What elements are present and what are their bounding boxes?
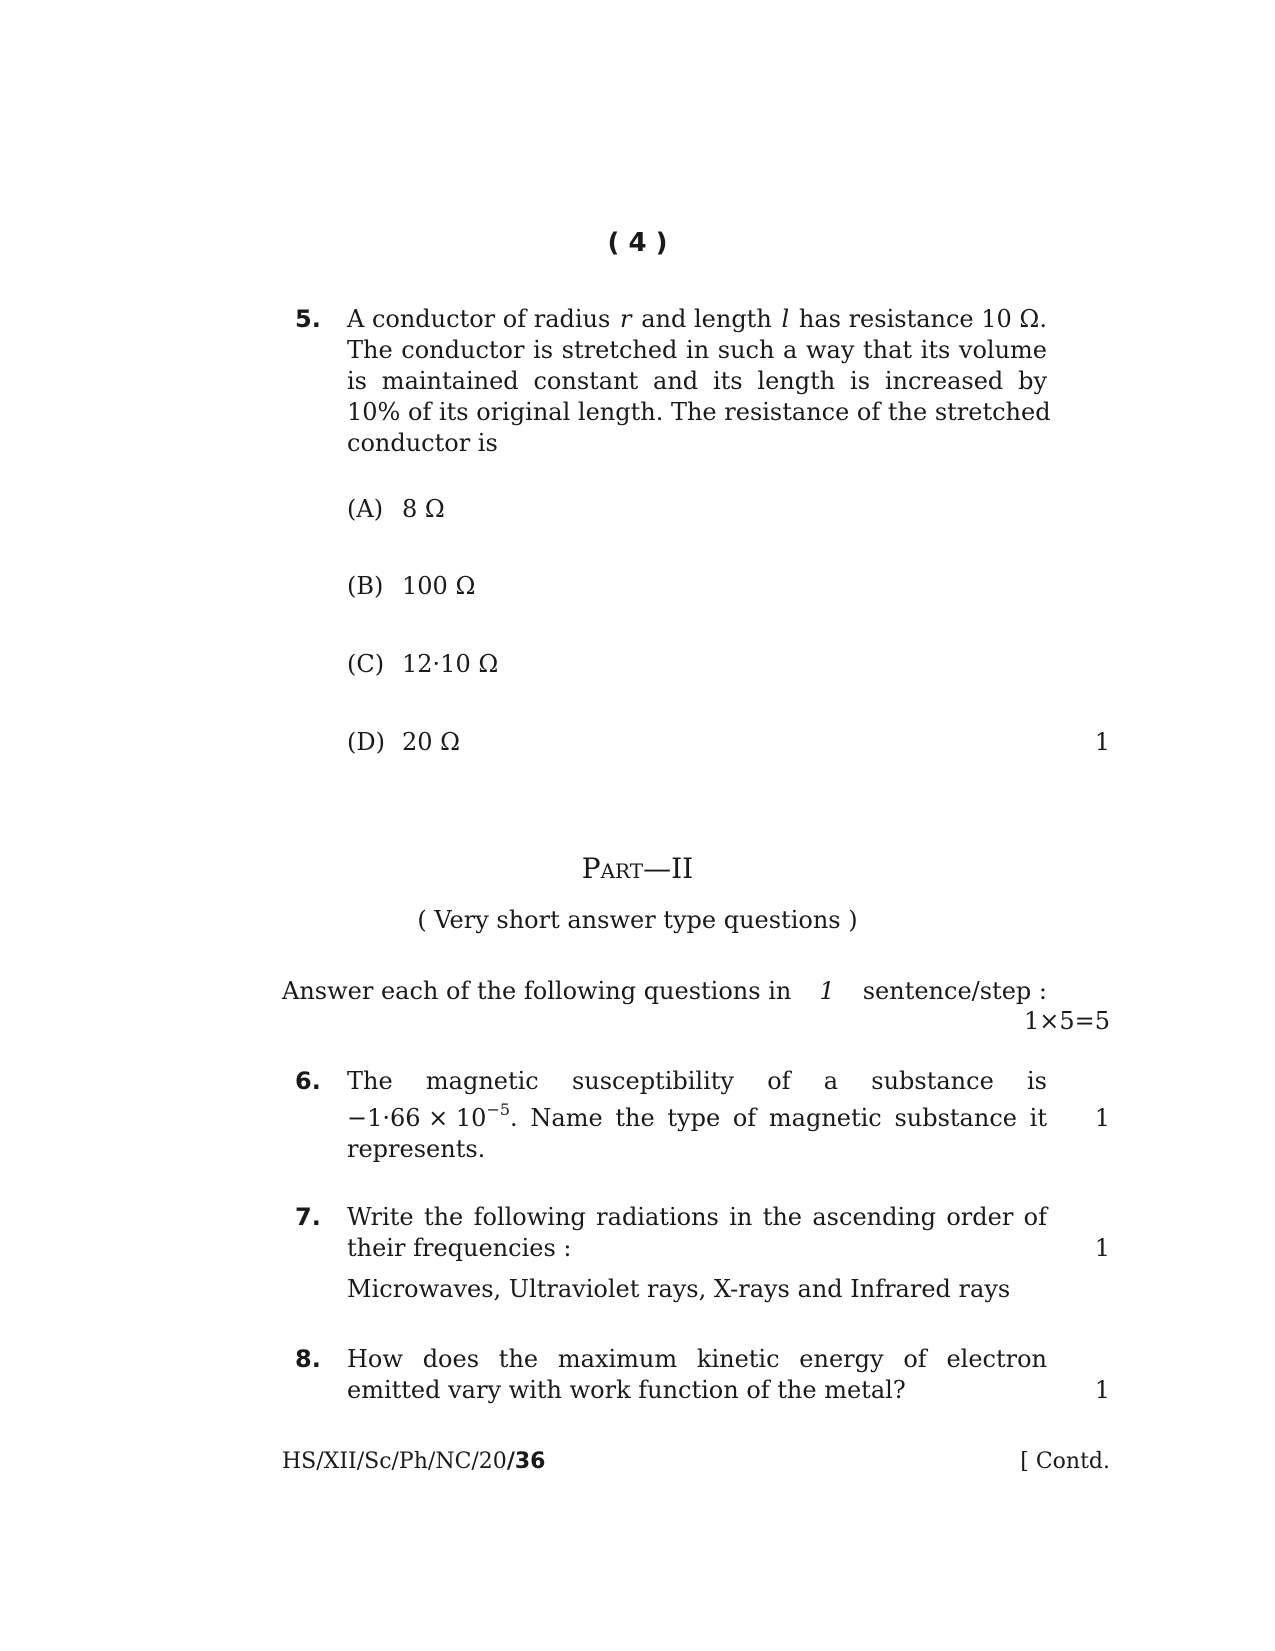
instruction-text-a: Answer each of the following questions in: [282, 977, 792, 1005]
q6-line-2-rest: . Name the type of magnetic substance it: [510, 1104, 1047, 1132]
instruction-count: 1: [819, 977, 835, 1005]
question-6-line-2: [347, 1100, 1047, 1134]
q6-value-base: −1·66 × 10: [347, 1104, 487, 1132]
page-number: ( 4 ): [607, 228, 668, 258]
q5-option-a-label: (A): [347, 495, 384, 523]
question-5-text: [347, 304, 1051, 459]
q5-option-d-label: (D): [347, 728, 385, 756]
q6-susceptibility-value: [347, 1100, 511, 1134]
footer-code-text: HS/XII/Sc/Ph/NC/20: [282, 1449, 507, 1474]
q5-option-d-value: 20 Ω: [402, 728, 461, 756]
question-8-line-2: emitted vary with work function of the metal?: [347, 1376, 906, 1404]
q5-text-part-c: has resistance 10 Ω.: [798, 305, 1047, 333]
q5-option-c-label: (C): [347, 650, 385, 678]
instruction-text-b: sentence/step :: [862, 977, 1047, 1005]
question-7-line-3: Microwaves, Ultraviolet rays, X-rays and Infrared rays: [347, 1275, 1011, 1303]
question-7-text: [347, 1202, 1047, 1305]
question-5-line-2: The conductor is stretched in such a way that its volume: [347, 336, 1047, 364]
q5-option-d: [347, 727, 460, 758]
footer-paper-code: [282, 1446, 545, 1477]
part-title-word: Part: [581, 852, 644, 885]
q5-option-a-value: 8 Ω: [402, 495, 445, 523]
question-5-line-4: 10% of its original length. The resistance of the stretched: [347, 398, 1051, 426]
question-5-line-1: [347, 304, 1047, 335]
q5-option-b-label: (B): [347, 572, 384, 600]
q5-option-c: [347, 649, 498, 680]
question-5-line-3: is maintained constant and its length is increased by: [347, 367, 1047, 395]
question-8-text: [347, 1344, 1047, 1406]
question-7-number: 7.: [295, 1203, 321, 1231]
q5-var-r: r: [620, 305, 632, 333]
q5-option-a: [347, 494, 445, 525]
q5-option-c-value: 12·10 Ω: [402, 650, 499, 678]
question-6-text: [347, 1066, 1047, 1165]
question-5-line-5: conductor is: [347, 429, 498, 457]
question-6-line-1: The magnetic susceptibility of a substance is: [347, 1067, 1047, 1095]
q6-marks: 1: [1094, 1104, 1110, 1132]
part-title-number: —II: [643, 852, 694, 885]
instruction-marks: 1×5=5: [1023, 1007, 1110, 1035]
footer-code-bold: /36: [506, 1449, 546, 1474]
q5-text-part-b: and length: [641, 305, 772, 333]
question-6-number: 6.: [295, 1067, 321, 1095]
question-6-line-3: represents.: [347, 1135, 486, 1163]
q5-option-b-value: 100 Ω: [402, 572, 476, 600]
question-5-number: 5.: [295, 305, 321, 333]
question-7-line-2: their frequencies :: [347, 1234, 572, 1262]
q5-option-b: [347, 571, 475, 602]
q5-marks: 1: [1094, 728, 1110, 756]
part-subtitle: ( Very short answer type questions ): [417, 906, 858, 934]
q5-text-part-a: A conductor of radius: [347, 305, 611, 333]
question-8-number: 8.: [295, 1345, 321, 1373]
part-title: [0, 853, 1275, 884]
question-8-line-1: How does the maximum kinetic energy of electron: [347, 1345, 1047, 1373]
footer-contd: [ Contd.: [1020, 1449, 1110, 1474]
q6-value-exponent: −5: [486, 1100, 511, 1119]
q8-marks: 1: [1094, 1376, 1110, 1404]
question-7-line-1: Write the following radiations in the ascending order of: [347, 1203, 1047, 1231]
q7-marks: 1: [1094, 1234, 1110, 1262]
instruction: [282, 976, 1047, 1007]
q5-var-l: l: [781, 305, 790, 333]
